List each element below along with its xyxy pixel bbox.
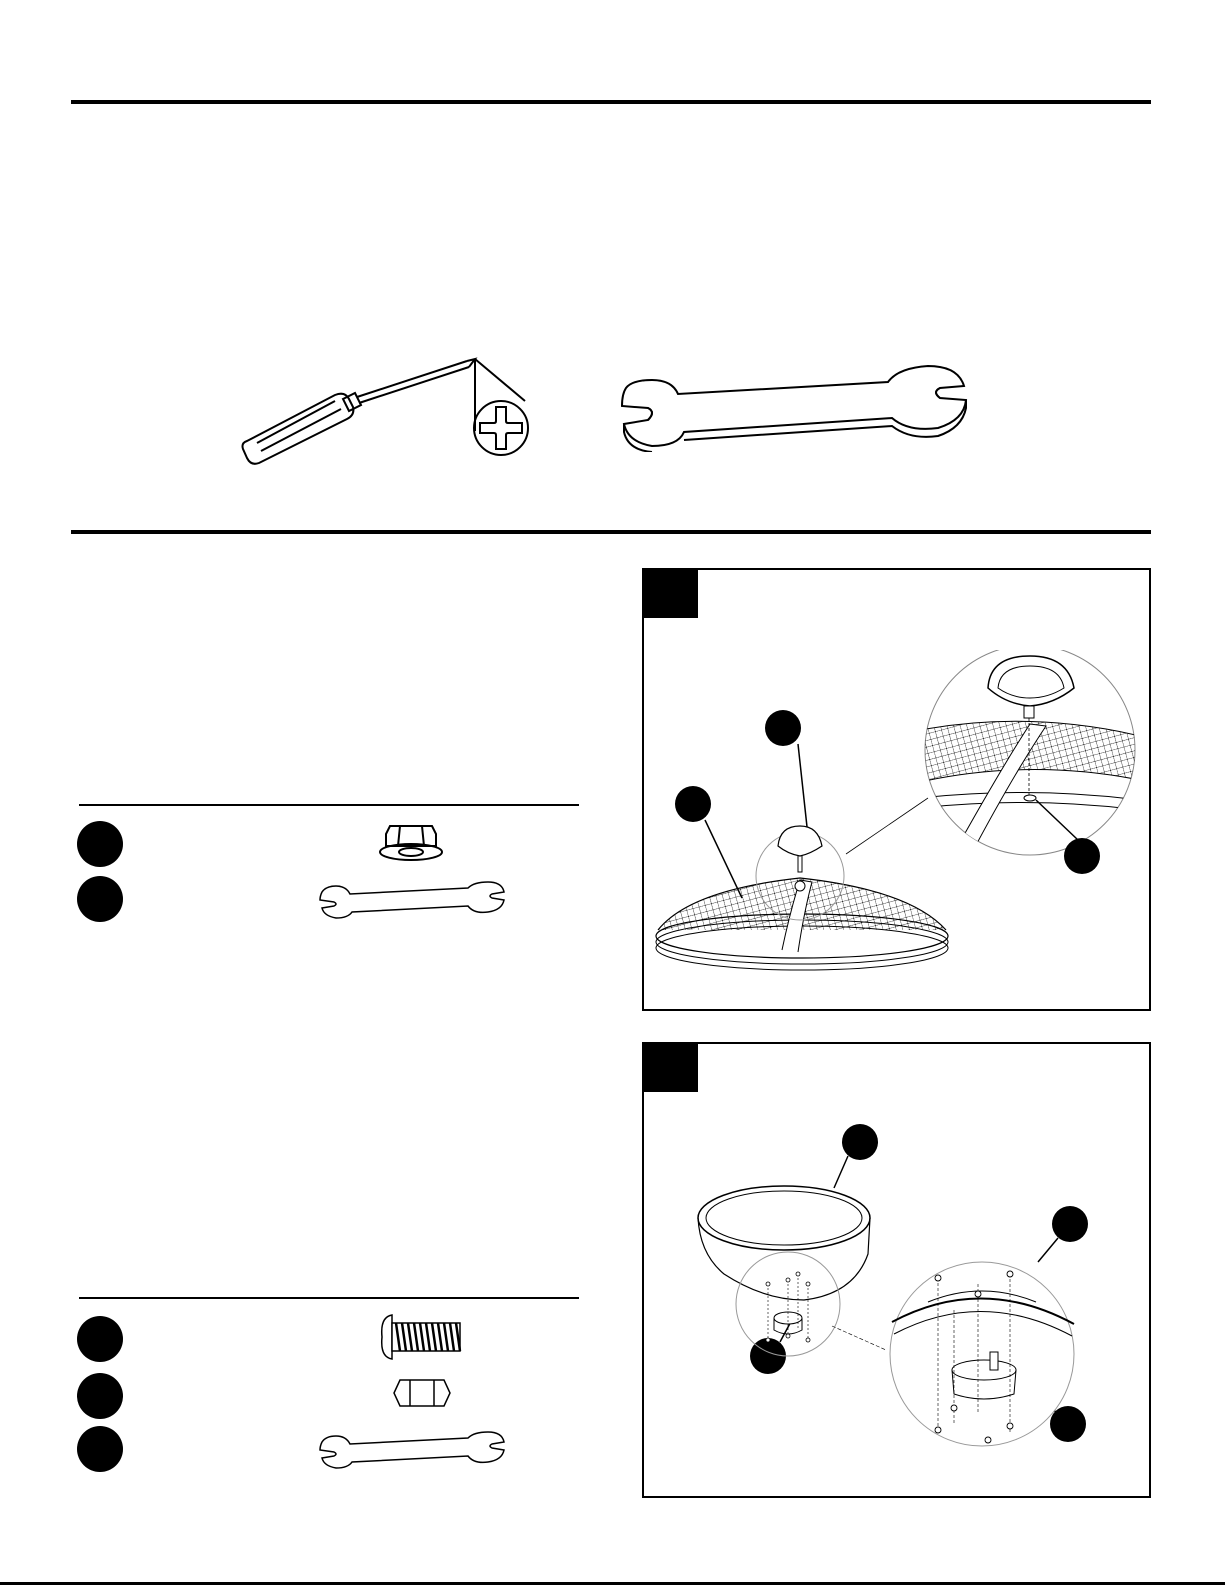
bolt-icon xyxy=(378,1313,466,1361)
spark-screen-with-handle-icon xyxy=(650,650,1145,1010)
open-end-wrench-icon xyxy=(618,362,978,452)
step1-number-tab xyxy=(644,570,698,618)
steps-top-rule xyxy=(71,530,1151,534)
step2-hardware-marker-a xyxy=(77,1316,123,1362)
step2-number-tab xyxy=(644,1044,698,1092)
step1-hardware-marker-b xyxy=(77,876,123,922)
wrench-icon xyxy=(318,1430,508,1470)
wrench-icon xyxy=(318,880,508,920)
tools-top-rule xyxy=(71,100,1151,104)
step2-hardware-marker-c xyxy=(77,1426,123,1472)
fire-bowl-and-base-icon xyxy=(664,1104,1144,1494)
step2-figure-panel xyxy=(642,1042,1151,1498)
step1-figure-panel xyxy=(642,568,1151,1011)
phillips-screwdriver-icon xyxy=(235,355,535,475)
step2-hardware-rule xyxy=(79,1297,579,1299)
step1-hardware-marker-a xyxy=(77,821,123,867)
hex-nut-icon xyxy=(392,1376,452,1410)
step1-hardware-rule xyxy=(79,804,579,806)
flange-nut-icon xyxy=(378,822,444,864)
step2-hardware-marker-b xyxy=(77,1373,123,1419)
